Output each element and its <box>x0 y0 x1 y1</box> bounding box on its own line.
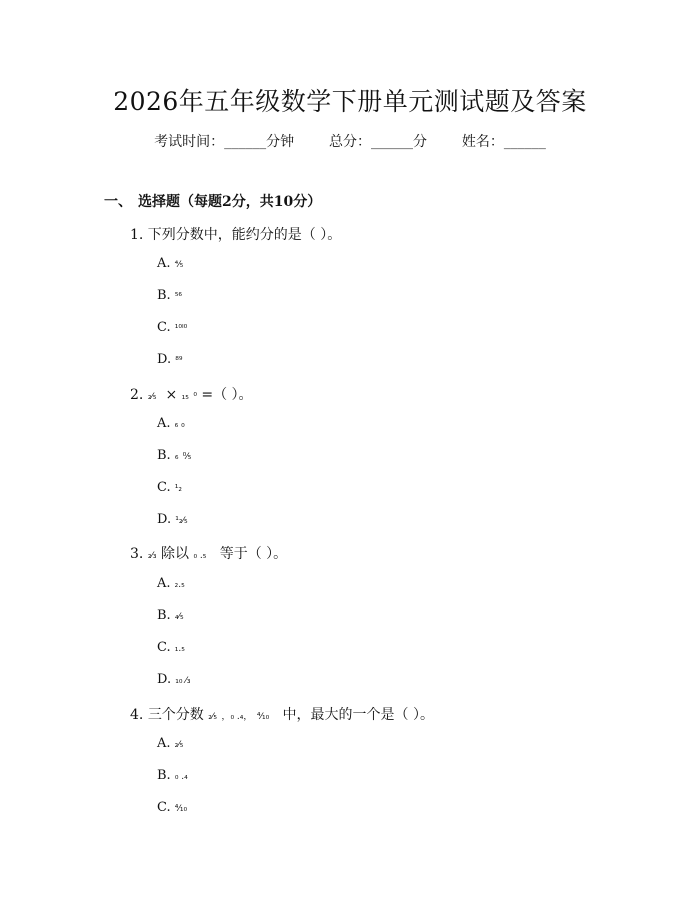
decimal-part: ，₀ .₄， <box>221 712 253 722</box>
score-unit: 分 <box>413 134 427 150</box>
stem-text: 除以 <box>160 546 189 562</box>
section-title: 选择题（每题2分，共10分） <box>138 194 322 210</box>
question-1-stem: 1. 下列分数中，能约分的是（ ）。 <box>130 227 342 243</box>
option-value: ⁴⁄₁₀ <box>174 804 188 814</box>
time-unit: 分钟 <box>266 134 295 150</box>
option-label: A. <box>157 736 171 751</box>
q4-option-b <box>157 768 188 783</box>
q2-option-a <box>157 416 185 431</box>
option-label: C. <box>157 640 171 655</box>
fraction-part: ₂⁄₅ <box>208 712 217 722</box>
q3-option-c <box>157 640 185 655</box>
option-label: C. <box>157 800 171 815</box>
q1-option-a <box>157 256 183 271</box>
stem-text: 三个分数 <box>147 707 204 723</box>
fraction-part: ₂ <box>147 392 152 402</box>
time-blank: ______ <box>224 134 267 150</box>
exam-info-line <box>0 131 700 151</box>
option-label: D. <box>157 672 172 687</box>
option-value: ₆ <box>174 452 179 462</box>
option-value: ₂.₅ <box>174 580 185 590</box>
fraction-part: ⁴⁄₁₀ <box>256 712 270 722</box>
score-blank: ______ <box>371 134 413 150</box>
q2-option-c <box>157 480 182 495</box>
q2-option-b <box>157 448 191 463</box>
name-label: 姓名： <box>461 134 504 150</box>
option-value: ₁.₅ <box>174 644 185 654</box>
option-value: ₀ .₄ <box>174 772 188 782</box>
times-sign: × <box>165 387 178 403</box>
stem-text: 中，最大的一个是（ ）。 <box>282 707 434 723</box>
question-number: 3. <box>130 546 144 562</box>
option-value: ⁄₅ <box>186 452 192 462</box>
question-number: 2. <box>130 387 144 403</box>
name-blank: ______ <box>503 134 546 150</box>
stem-text: =（ ）。 <box>201 387 253 403</box>
option-value: ⅘ <box>174 260 184 270</box>
question-4-stem <box>130 704 434 724</box>
option-value: ₂ <box>178 484 182 494</box>
section-number: 一、 <box>104 194 132 210</box>
fraction-part: ₁₅ <box>181 392 189 402</box>
fraction-part: ⁄₅ <box>151 392 157 402</box>
time-label: 考试时间： <box>154 134 225 150</box>
option-label: A. <box>157 416 171 431</box>
q3-option-b <box>157 608 184 623</box>
option-label: D. <box>157 352 172 367</box>
q1-option-d <box>157 352 182 367</box>
option-label: D. <box>157 512 172 527</box>
option-value: ₂⁄₅ <box>174 740 184 750</box>
stem-text: 等于（ ）。 <box>219 546 288 562</box>
q4-option-a <box>157 736 183 751</box>
option-label: C. <box>157 320 171 335</box>
question-3-stem <box>130 543 287 563</box>
option-value: ₁₀ ⁄₃ <box>175 676 191 686</box>
question-number: 4. <box>130 707 144 723</box>
option-value: ₆ ₀ <box>174 420 185 430</box>
q3-option-a <box>157 576 185 591</box>
document-title: 2026年五年级数学下册单元测试题及答案 <box>113 87 587 116</box>
option-value: ⁵⁶ <box>174 292 183 302</box>
decimal-part: ₀ .₅ <box>193 551 207 561</box>
q4-option-c <box>157 800 187 815</box>
q2-option-d <box>157 512 188 527</box>
option-label: A. <box>157 576 171 591</box>
option-label: C. <box>157 480 171 495</box>
score-label: 总分： <box>329 134 371 150</box>
option-value: ⁸⁹ <box>175 356 183 366</box>
option-label: B. <box>157 448 171 463</box>
option-value: ₂⁄₅ <box>178 516 188 526</box>
section-heading <box>104 191 321 211</box>
option-value: ¹ <box>175 516 179 526</box>
option-value: ¹⁰ᴵ⁰ <box>174 324 188 334</box>
option-value: ⁰ <box>182 452 187 462</box>
option-label: A. <box>157 256 171 271</box>
option-value: ¹ <box>174 484 179 494</box>
question-2-stem <box>130 384 253 404</box>
option-label: B. <box>157 608 171 623</box>
q1-option-c <box>157 320 187 335</box>
q1-option-b <box>157 288 182 303</box>
q3-option-d <box>157 672 190 687</box>
option-label: B. <box>157 288 171 303</box>
option-label: B. <box>157 768 171 783</box>
option-value: ₄⁄₅ <box>174 612 184 622</box>
fraction-part: ⁰ <box>193 392 197 402</box>
fraction-part: ₂⁄₃ <box>147 551 157 561</box>
